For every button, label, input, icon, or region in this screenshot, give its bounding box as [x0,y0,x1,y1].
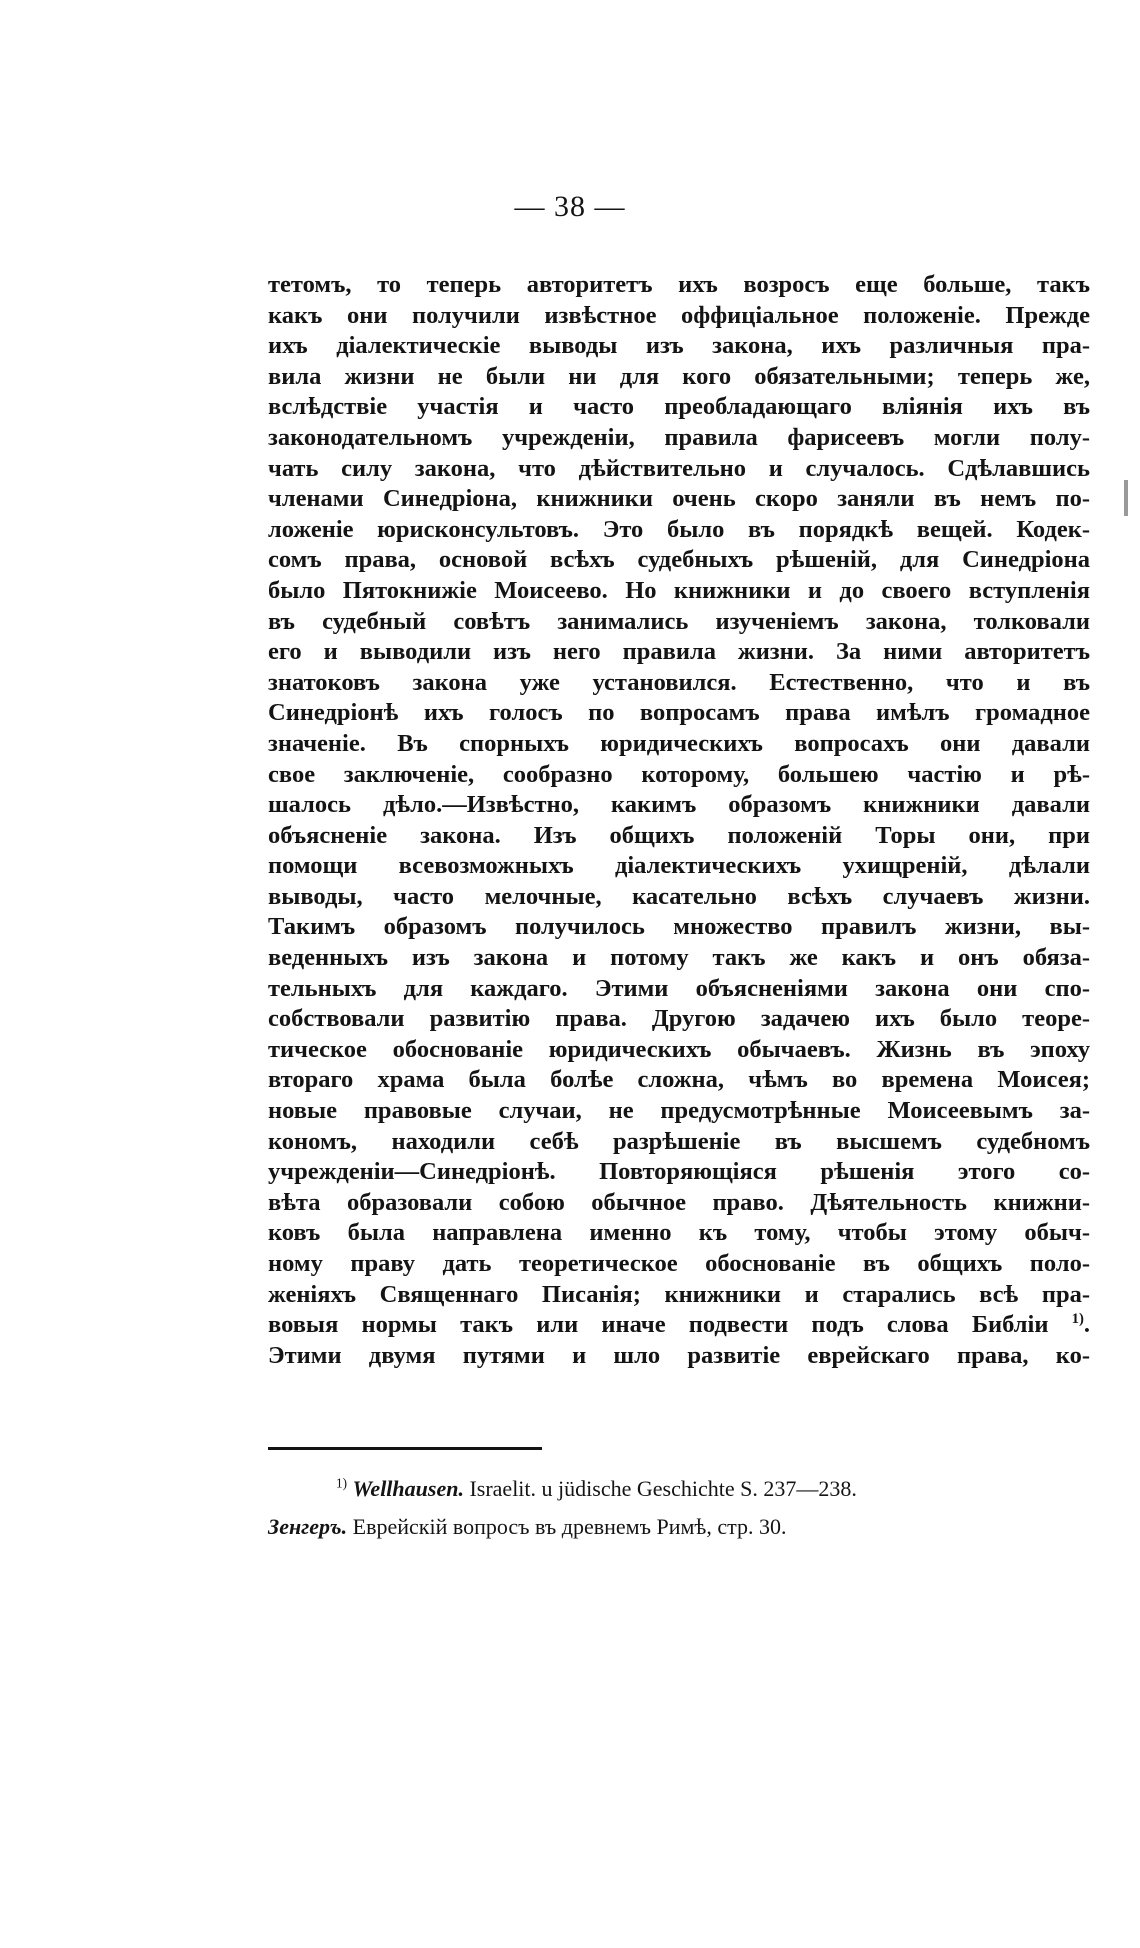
text-line: чать силу закона, что дѣйствительно и случалось. Сдѣлавшись [268,454,1090,482]
text-line: объясненіе закона. Изъ общихъ положеній Торы они, при [268,821,1090,849]
text-line: вила жизни не были ни для кого обязательными; теперь же, [268,362,1090,390]
footnote-citation: Еврейскій вопросъ въ древнемъ Римѣ, стр. 30. [352,1514,787,1539]
text-line: вслѣдствіе участія и часто преобладающаго вліянія ихъ въ [268,393,1090,421]
footnote-marker: 1) [336,1475,347,1491]
text-line: тельныхъ для каждаго. Этими объясненіями закона они спо- [268,974,1090,1002]
text-line-content: вовыя нормы такъ или иначе подвести подъ слова Библіи [268,1311,1049,1339]
text-line: помощи всевозможныхъ діалектическихъ ухищреній, дѣлали [268,852,1090,880]
text-line: сомъ права, основой всѣхъ судебныхъ рѣшеній, для Синедріона [268,546,1090,574]
text-line: ихъ діалектическіе выводы изъ закона, ихъ различныя пра- [268,332,1090,360]
footnote-author: Wellhausen. [352,1476,464,1501]
footnote-reference: 1) [1071,1311,1084,1328]
text-line: законодательномъ учрежденіи, правила фарисеевъ могли полу- [268,423,1090,451]
text-line: свое заключеніе, сообразно которому, большею частію и рѣ- [268,760,1090,788]
text-line: знатоковъ закона уже установился. Естественно, что и въ [268,668,1090,696]
text-line: какъ они получили извѣстное оффиціальное положеніе. Прежде [268,301,1090,329]
footnotes [268,1470,1090,1546]
text-line-with-footnote: вовыя нормы такъ или иначе подвести подъ слова Библіи $^{1)}$. [268,1311,1090,1339]
text-line: Синедріонѣ ихъ голосъ по вопросамъ права имѣлъ громадное [268,699,1090,727]
text-line: Этими двумя путями и шло развитіе еврейскаго права, ко- [268,1341,1090,1369]
text-line: выводы, часто мелочные, касательно всѣхъ случаевъ жизни. [268,882,1090,910]
text-line: шалось дѣло.—Извѣстно, какимъ образомъ книжники давали [268,791,1090,819]
footnote-separator [268,1447,542,1450]
footnote-author: Зенгеръ. [268,1514,348,1539]
text-line: ложеніе юрисконсультовъ. Это было въ порядкѣ вещей. Кодек- [268,515,1090,543]
page-number: — 38 — [514,190,626,223]
text-line: было Пятокнижіе Моисеево. Но книжники и до своего вступленія [268,576,1090,604]
text-line: Такимъ образомъ получилось множество правилъ жизни, вы- [268,913,1090,941]
text-line: тетомъ, то теперь авторитетъ ихъ возросъ еще больше, такъ [268,271,1090,298]
text-line: ному праву дать теоретическое обоснованіе въ общихъ поло- [268,1250,1090,1277]
text-line: собствовали развитію права. Другою задачею ихъ было теоре- [268,1005,1090,1033]
text-line: новые правовые случаи, не предусмотрѣнные Моисеевымъ за- [268,1097,1090,1125]
text-line: ковъ была направлена именно къ тому, чтобы этому обыч- [268,1219,1090,1247]
text-line: женіяхъ Священнаго Писанія; книжники и старались всѣ пра- [268,1280,1090,1308]
text-line: вѣта образовали собою обычное право. Дѣятельность книжни- [268,1188,1090,1216]
footnote-citation: Israelit. u jüdische Geschichte S. 237—238. [469,1476,857,1501]
footnote-1 [268,1470,1090,1508]
text-line: его и выводили изъ него правила жизни. За ними авторитетъ [268,638,1090,666]
footnote-2 [268,1508,1090,1546]
text-line: тическое обоснованіе юридическихъ обычаевъ. Жизнь въ эпоху [268,1035,1090,1063]
text-line: кономъ, находили себѣ разрѣшеніе въ высшемъ судебномъ [268,1127,1090,1155]
body-text [268,270,1090,1371]
text-line: значеніе. Въ спорныхъ юридическихъ вопросахъ они давали [268,729,1090,757]
text-line: втораго храма была болѣе сложна, чѣмъ во времена Моисея; [268,1066,1090,1094]
text-line: членами Синедріона, книжники очень скоро заняли въ немъ по- [268,485,1090,513]
text-line: веденныхъ изъ закона и потому такъ же какъ и онъ обяза- [268,944,1090,972]
text-line: учрежденіи—Синедріонѣ. Повторяющіяся рѣшенія этого со- [268,1158,1090,1186]
text-line: въ судебный совѣтъ занимались изученіемъ закона, толковали [268,607,1090,635]
scan-mark [1124,480,1128,516]
